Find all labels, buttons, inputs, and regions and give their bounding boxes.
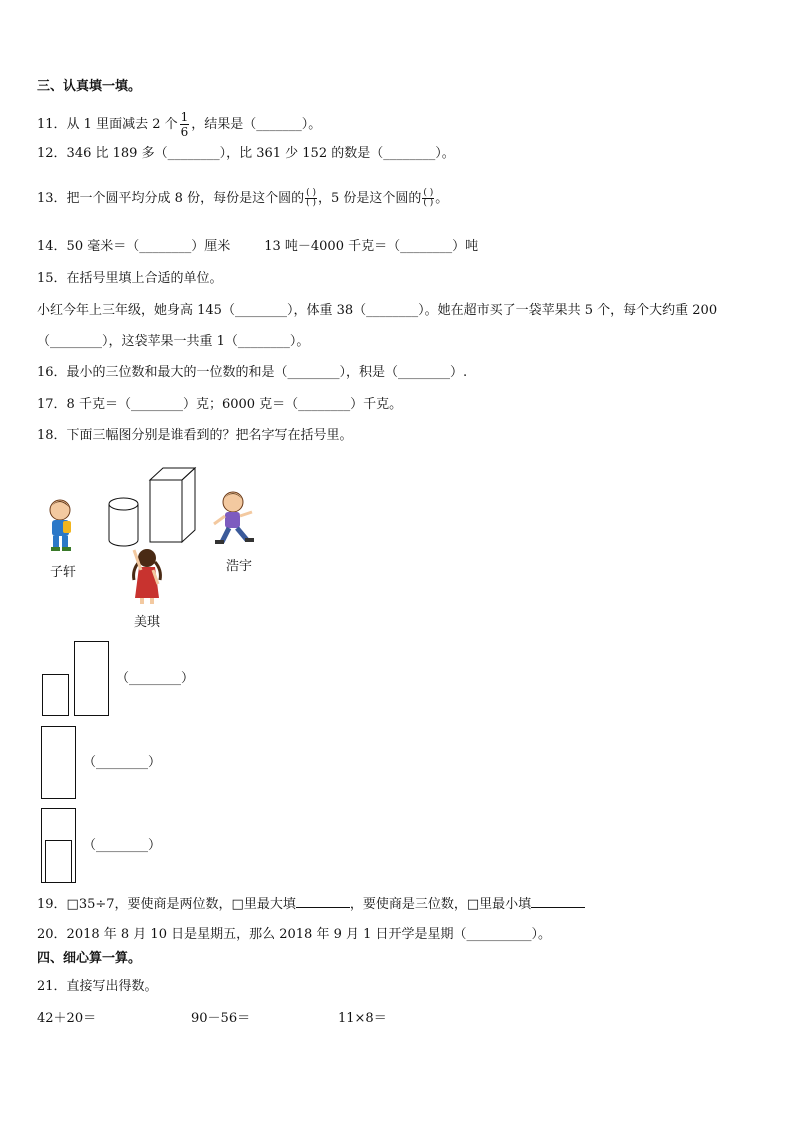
child-zixuan-figure [50, 500, 71, 551]
q19-part-b: ，要使商是三位数，□里最小填 [349, 897, 532, 912]
question-12: 12．346 比 189 多（________），比 361 少 152 的数是（________）。 [37, 146, 455, 161]
cylinder-shape [109, 498, 138, 546]
view-2-rect [41, 726, 76, 799]
fraction-blank-numerator: ( ) [423, 188, 434, 198]
view-2-blank: （________） [83, 755, 162, 770]
section-3-title: 三、认真填一填。 [37, 79, 142, 94]
q11-text-pre: 11．从 1 里面减去 2 个 [37, 117, 178, 132]
question-16: 16．最小的三位数和最大的一位数的和是（________），积是（________）. [37, 365, 468, 380]
cuboid-shape [150, 468, 195, 542]
calc-item-2: 90－56＝ [191, 1011, 251, 1026]
fraction-blank-numerator: ( ) [306, 188, 316, 198]
q19-part-a: 19．□35÷7，要使商是两位数，□里最大填 [37, 897, 296, 912]
question-19 [37, 895, 585, 914]
label-haoyu: 浩宇 [226, 559, 253, 574]
fraction-denominator: 6 [180, 125, 189, 139]
question-15-title: 15．在括号里填上合适的单位。 [37, 271, 223, 286]
view-3-inner-rect [45, 840, 72, 883]
calc-item-1: 42＋20＝ [37, 1011, 97, 1026]
q11-text-post: ，结果是（_______）。 [191, 117, 322, 132]
fraction-blank-denominator: ( ) [306, 198, 316, 208]
question-20: 20．2018 年 8 月 10 日是星期五，那么 2018 年 9 月 1 日开学是星期（__________）。 [37, 927, 552, 942]
question-14 [37, 238, 478, 256]
label-zixuan: 子轩 [50, 565, 77, 580]
q19-blank-2 [531, 895, 585, 908]
q13-text-pre: 13．把一个圆平均分成 8 份，每份是这个圆的 [37, 191, 305, 206]
child-haoyu-figure [214, 492, 254, 544]
fraction-blank-1 [305, 189, 317, 208]
question-21: 21．直接写出得数。 [37, 979, 158, 994]
view-1-small-rect [42, 674, 69, 716]
scene-illustration [40, 466, 290, 606]
q14-part-b: 13 吨－4000 千克＝（________）吨 [264, 239, 479, 254]
question-17: 17．8 千克＝（________）克；6000 克＝（________）千克。 [37, 397, 403, 412]
view-1-blank: （________） [116, 671, 195, 686]
fraction-blank-denominator: ( ) [423, 198, 434, 208]
girl-meiqi-figure [134, 549, 161, 604]
fraction-numerator: 1 [180, 110, 189, 124]
question-13 [37, 189, 448, 208]
q13-text-mid: ，5 份是这个圆的 [317, 191, 422, 206]
question-15-line-1: 小红今年上三年级，她身高 145（________），体重 38（________）。她在超市买了一袋苹果共 5 个，每个大约重 200 [37, 303, 718, 318]
fraction-one-sixth [180, 110, 190, 139]
view-3-blank: （________） [83, 838, 162, 853]
question-15-line-2: （________），这袋苹果一共重 1（________）。 [37, 334, 310, 349]
q19-blank-1 [296, 895, 350, 908]
label-meiqi: 美琪 [134, 615, 161, 630]
q14-part-a: 14．50 毫米＝（________）厘米 [37, 239, 231, 254]
q13-text-post: 。 [435, 191, 449, 206]
question-11 [37, 110, 321, 139]
section-4-title: 四、细心算一算。 [37, 951, 142, 966]
question-18: 18．下面三幅图分别是谁看到的？把名字写在括号里。 [37, 428, 353, 443]
fraction-blank-2 [422, 189, 434, 208]
calc-item-3: 11×8＝ [338, 1011, 387, 1026]
view-1-tall-rect [74, 641, 109, 716]
